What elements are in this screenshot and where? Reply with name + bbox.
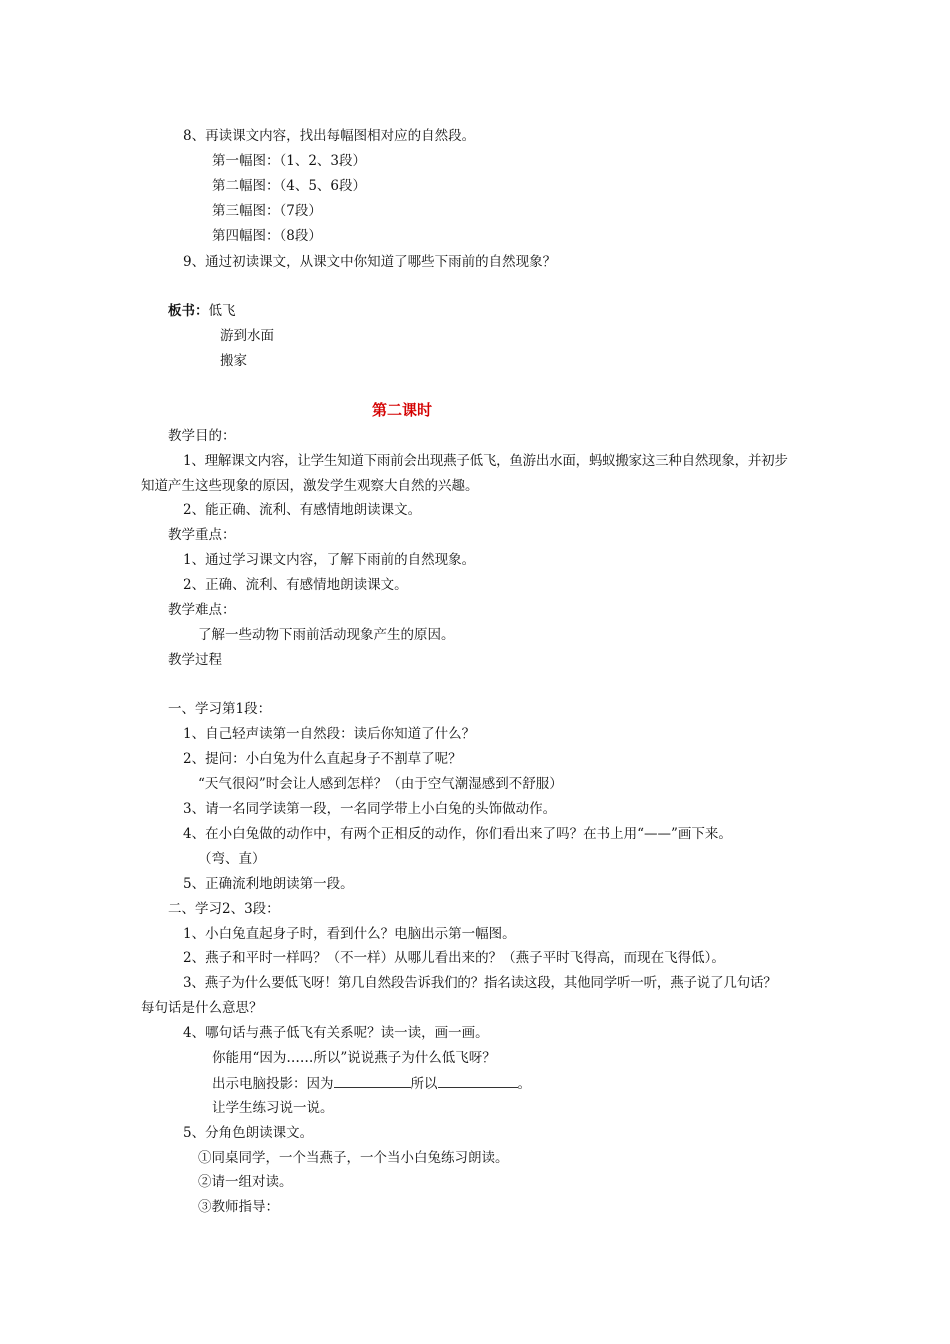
fill-in-end: 。 (517, 1076, 531, 1092)
picture-1-paragraphs: 第一幅图：（1、2、3段） (212, 153, 367, 169)
fill-in-blank-1 (334, 1074, 411, 1088)
part-2-heading: 二、学习2、3段： (168, 901, 280, 917)
key-points-heading: 教学重点： (168, 527, 236, 543)
part-2-step-4-practice: 让学生练习说一说。 (212, 1100, 334, 1116)
key-point-2: 2、正确、流利、有感情地朗读课文。 (183, 577, 408, 593)
part-2-step-4-fill-in (212, 1074, 531, 1093)
board-note-item: 搬家 (220, 353, 247, 369)
picture-4-paragraphs: 第四幅图：（8段） (212, 228, 322, 244)
part-2-step-4-prompt: 你能用“因为……所以”说说燕子为什么低飞呀？ (212, 1050, 496, 1066)
goals-heading: 教学目的： (168, 428, 236, 444)
part-1-heading: 一、学习第1段： (168, 701, 272, 717)
board-notes-line-1 (168, 302, 236, 320)
fill-in-prefix: 出示电脑投影：因为 (212, 1076, 334, 1092)
part-2-step-2: 2、燕子和平时一样吗？（不一样）从哪儿看出来的？（燕子平时飞得高，而现在飞得低）。 (183, 950, 725, 966)
picture-3-paragraphs: 第三幅图：（7段） (212, 203, 322, 219)
fill-in-middle: 所以 (410, 1076, 438, 1092)
part-1-step-4: 4、在小白兔做的动作中，有两个正相反的动作，你们看出来了吗？在书上用“——”画下来。 (183, 826, 732, 842)
part-2-step-5-a: ①同桌同学，一个当燕子，一个当小白兔练习朗读。 (198, 1150, 509, 1166)
section-title: 第二课时 (372, 401, 433, 419)
key-point-1: 1、通过学习课文内容，了解下雨前的自然现象。 (183, 552, 476, 568)
part-2-step-5-b: ②请一组对读。 (198, 1174, 293, 1190)
picture-2-paragraphs: 第二幅图：（4、5、6段） (212, 178, 367, 194)
part-2-step-3: 3、燕子为什么要低飞呀！第几自然段告诉我们的？指名读这段，其他同学听一听，燕子说了几句话？ (183, 975, 777, 991)
part-1-step-2: 2、提问：小白兔为什么直起身子不割草了呢？ (183, 751, 462, 767)
board-note-item: 游到水面 (220, 328, 274, 344)
difficulty-heading: 教学难点： (168, 602, 236, 618)
part-1-step-5: 5、正确流利地朗读第一段。 (183, 876, 354, 892)
part-2-step-3-continued: 每句话是什么意思？ (141, 1000, 263, 1016)
question-9: 9、通过初读课文，从课文中你知道了哪些下雨前的自然现象？ (183, 254, 557, 270)
part-1-step-1: 1、自己轻声读第一自然段：读后你知道了什么？ (183, 726, 476, 742)
difficulty-1: 了解一些动物下雨前活动现象产生的原因。 (198, 627, 455, 643)
goal-1: 1、理解课文内容，让学生知道下雨前会出现燕子低飞，鱼游出水面，蚂蚁搬家这三种自然现象，并初步 (183, 453, 788, 469)
part-1-step-4-answer: （弯、直） (198, 851, 266, 867)
question-8: 8、再读课文内容，找出每幅图相对应的自然段。 (183, 128, 476, 144)
goal-1-continued: 知道产生这些现象的原因，激发学生观察大自然的兴趣。 (141, 478, 479, 494)
part-2-step-5: 5、分角色朗读课文。 (183, 1125, 314, 1141)
part-1-step-3: 3、请一名同学读第一段，一名同学带上小白兔的头饰做动作。 (183, 801, 557, 817)
goal-2: 2、能正确、流利、有感情地朗读课文。 (183, 502, 422, 518)
part-2-step-4: 4、哪句话与燕子低飞有关系呢？读一读，画一画。 (183, 1025, 489, 1041)
board-notes-label: 板书： (168, 303, 209, 319)
board-note-item: 低飞 (208, 303, 236, 319)
part-1-step-2-detail: “天气很闷”时会让人感到怎样？（由于空气潮湿感到不舒服） (198, 776, 563, 792)
fill-in-blank-2 (438, 1074, 518, 1088)
process-heading: 教学过程 (168, 652, 222, 668)
part-2-step-1: 1、小白兔直起身子时，看到什么？电脑出示第一幅图。 (183, 926, 516, 942)
part-2-step-5-c: ③教师指导： (198, 1199, 279, 1215)
